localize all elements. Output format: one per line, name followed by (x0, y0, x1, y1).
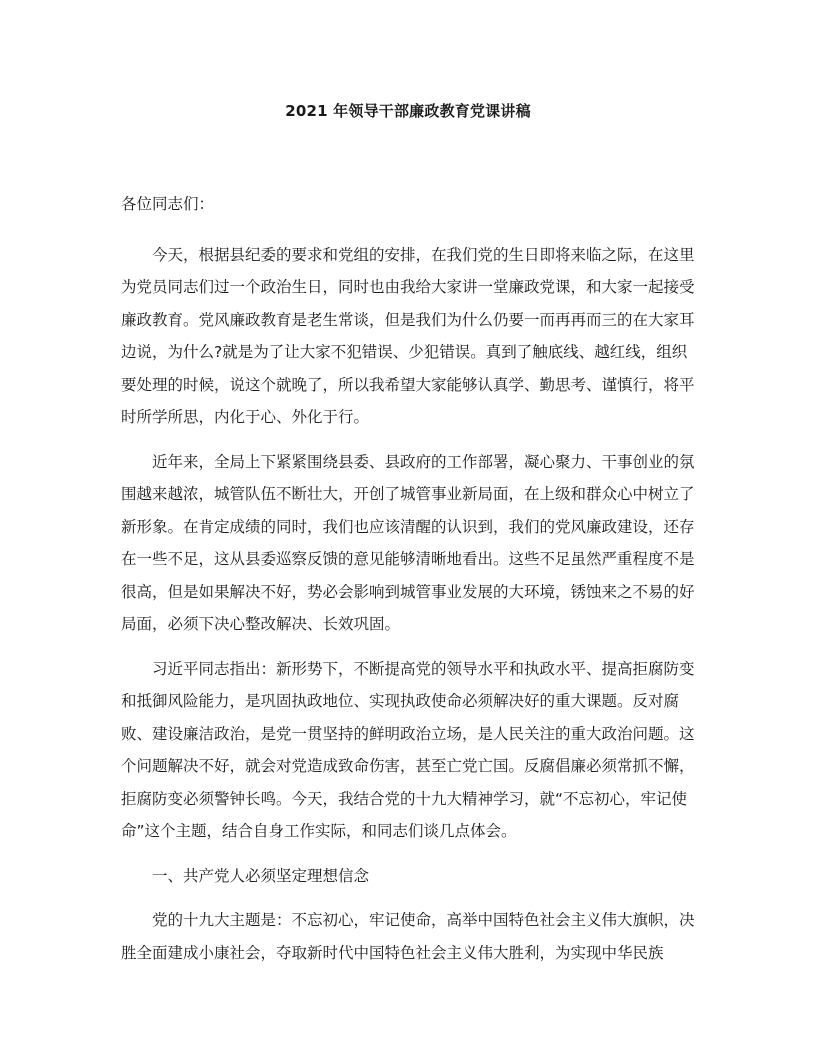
paragraph-intro: 今天，根据县纪委的要求和党组的安排，在我们党的生日即将来临之际，在这里为党员同志们过一个政治生日，同时也由我给大家讲一堂廉政党课，和大家一起接受廉政教育。党风廉政教育是老生常谈，但是我们为什么仍要一而再再而三的在大家耳边说，为什么?就是为了让大家不犯错误、少犯错误。真到了触底线、越红线，组织要处理的时候，说这个就晚了，所以我希望大家能够认真学、勤思考、谨慎行，将平时所学所思，内化于心、外化于行。 (121, 245, 695, 426)
paragraph-xi-quote: 习近平同志指出：新形势下，不断提高党的领导水平和执政水平、提高拒腐防变和抵御风险能力，是巩固执政地位、实现执政使命必须解决好的重大课题。反对腐败、建设廉洁政治，是党一贯坚持的鲜明政治立场，是人民关注的重大政治问题。这个问题解决不好，就会对党造成致命伤害，甚至亡党亡国。反腐倡廉必须常抓不懈，拒腐防变必须警钟长鸣。今天，我结合党的十九大精神学习，就“不忘初心，牢记使命”这个主题，结合自身工作实际，和同志们谈几点体会。 (121, 659, 695, 840)
greeting: 各位同志们： (121, 195, 215, 213)
paragraph-section-one: 党的十九大主题是：不忘初心，牢记使命，高举中国特色社会主义伟大旗帜，决胜全面建成小康社会，夺取新时代中国特色社会主义伟大胜利，为实现中华民族 (121, 911, 695, 962)
paragraph-recent-years: 近年来，全局上下紧紧围绕县委、县政府的工作部署，凝心聚力、干事创业的氛围越来越浓，城管队伍不断壮大，开创了城管事业新局面，在上级和群众心中树立了新形象。在肯定成绩的同时，我们也应该清醒的认识到，我们的党风廉政建设，还存在一些不足，这从县委巡察反馈的意见能够清晰地看出。这些不足虽然严重程度不是很高，但是如果解决不好，势必会影响到城管事业发展的大环境，锈蚀来之不易的好局面，必须下决心整改解决、长效巩固。 (121, 452, 695, 633)
document-body (121, 188, 699, 981)
document-title: 2021 年领导干部廉政教育党课讲稿 (285, 102, 531, 120)
section-heading: 一、共产党人必须坚定理想信念 (152, 866, 370, 885)
